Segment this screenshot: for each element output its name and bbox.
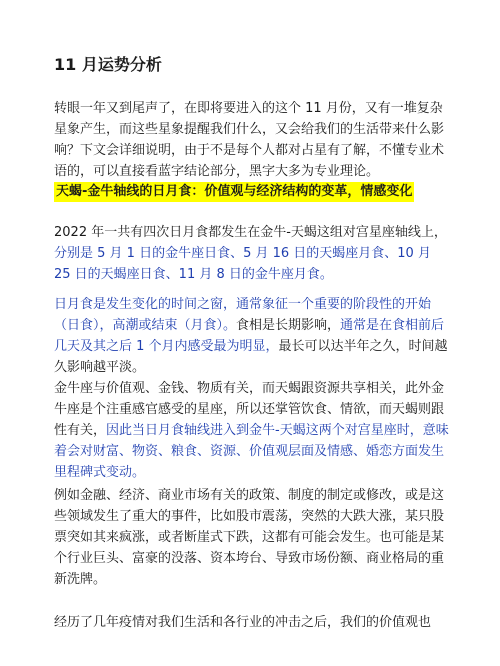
article-title: 11 月运势分析 <box>54 55 162 74</box>
paragraph-window <box>54 294 450 378</box>
taurus-scorpio-conclusion: 因此当日月食轴线进入到金牛-天蝎这两个对宫星座时，意味着会对财富、物资、粮食、资源、价值观层面及情感、婚恋方面发生里程碑式变动。 <box>54 423 449 480</box>
section-heading: 天蝎-金牛轴线的日月食：价值观与经济结构的变革，情感变化 <box>54 182 414 202</box>
window-conclusion-2: 通常是在食相前后几天及其之后 1 个月内感受最为明显， <box>54 318 445 354</box>
eclipse-dates-conclusion: 分别是 5 月 1 日的金牛座日食、5 月 16 日的天蝎座月食、10 月 25 日的天蝎座日食、11 月 8 日的金牛座月食。 <box>54 246 431 282</box>
paragraph-taurus-scorpio <box>54 378 450 483</box>
window-theory-1: 食相是长期影响， <box>236 318 341 333</box>
window-conclusion: 日月食是发生变化的时间之窗，通常象征一个重要的阶段性的开始（日食），高潮或结束（月食）。 <box>54 297 432 333</box>
paragraph-eclipses <box>54 222 450 285</box>
paragraph-pandemic: 经历了几年疫情对我们生活和各行业的冲击之后，我们的价值观也 <box>54 615 432 630</box>
taurus-scorpio-theory: 金牛座与价值观、金钱、物质有关，而天蝎跟资源共享相关，此外金牛座是个注重感官感受的星座，所以还掌管饮食、情欲，而天蝎则跟性有关， <box>54 381 445 438</box>
eclipse-intro-text: 2022 年一共有四次日月食都发生在金牛-天蝎这组对宫星座轴线上， <box>54 225 447 240</box>
paragraph-examples: 例如金融、经济、商业市场有关的政策、制度的制定或修改，或是这些领域发生了重大的事件，比如股市震荡，突然的大跌大涨，某只股票突如其来疯涨，或者断崖式下跌，这都有可能会发生。也可能是某个行业巨头、富豪的没落、资本垮台、导致市场份额、商业格局的重新洗牌。 <box>54 488 445 587</box>
intro-paragraph: 转眼一年又到尾声了，在即将要进入的这个 11 月份，又有一堆复杂星象产生，而这些星象提醒我们什么，又会给我们的生活带来什么影响？下文会详细说明，由于不是每个人都对占星有了解，不懂专业术语的，可以直接看蓝字结论部分，黑字大多为专业理论。 <box>54 101 445 179</box>
window-theory-2: 最长可以达半年之久，时间越久影响越平淡。 <box>54 339 448 375</box>
